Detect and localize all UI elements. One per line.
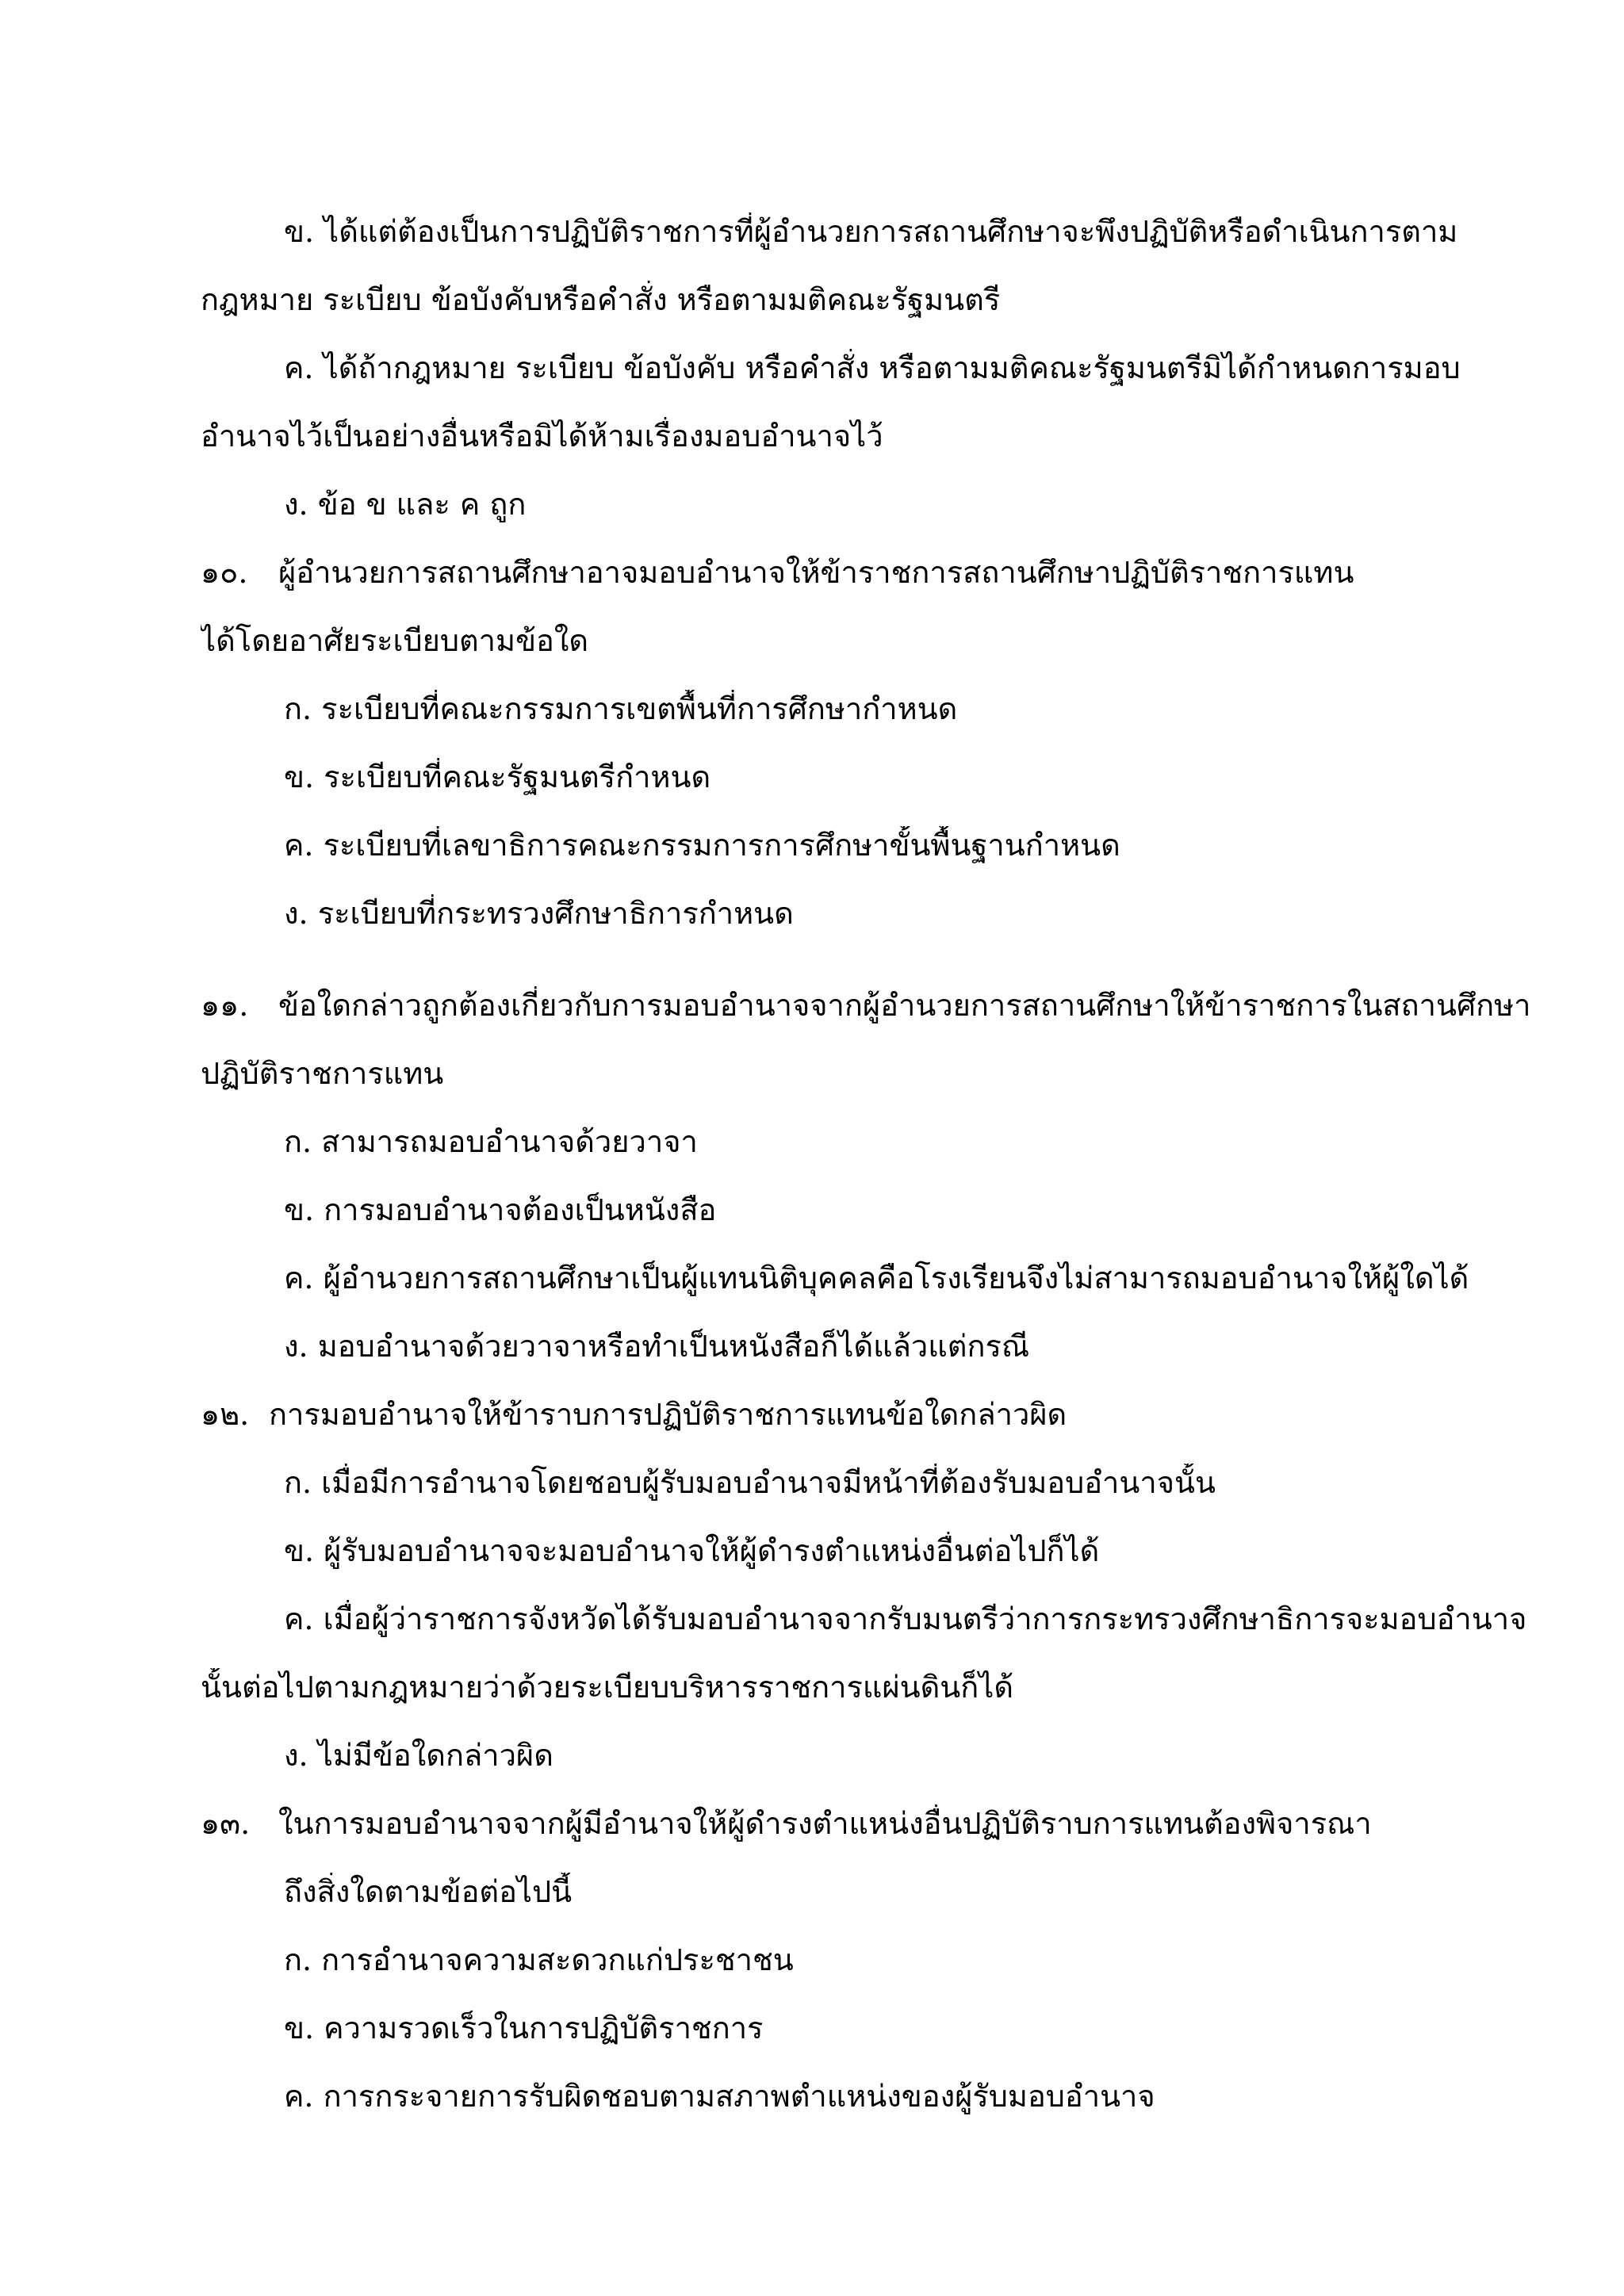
q11-option-b: ข. การมอบอำนาจต้องเป็นหนังสือ (284, 1192, 717, 1227)
q12-question (201, 1395, 1067, 1433)
q13-question-continued: ถึงสิ่งใดตามข้อต่อไปนี้ (284, 1874, 573, 1909)
q9-option-c-continued: อำนาจไว้เป็นอย่างอื่นหรือมิได้ห้ามเรื่องมอบอำนาจไว้ (201, 419, 883, 453)
q11-question (201, 986, 1530, 1024)
q10-option-d: ง. ระเบียบที่กระทรวงศึกษาธิการกำหนด (284, 896, 794, 931)
q11-question-text: ข้อใดกล่าวถูกต้องเกี่ยวกับการมอบอำนาจจากผู้อำนวยการสถานศึกษาให้ข้าราชการในสถานศึกษา (278, 988, 1531, 1023)
q9-option-c: ค. ได้ถ้ากฎหมาย ระเบียบ ข้อบังคับ หรือคำสั่ง หรือตามมติคณะรัฐมนตรีมิได้กำหนดการมอบ (284, 350, 1461, 385)
q13-option-a: ก. การอำนาจความสะดวกแก่ประชาชน (284, 1942, 794, 1977)
q13-option-c: ค. การกระจายการรับผิดชอบตามสภาพตำแหน่งของผู้รับมอบอำนาจ (284, 2079, 1155, 2114)
q10-number: ๑๐. (201, 555, 248, 590)
q13-number: ๑๓. (201, 1806, 251, 1841)
q9-option-b-continued: กฎหมาย ระเบียบ ข้อบังคับหรือคำสั่ง หรือตามมติคณะรัฐมนตรี (201, 282, 1001, 317)
q10-question-text: ผู้อำนวยการสถานศึกษาอาจมอบอำนาจให้ข้าราชการสถานศึกษาปฏิบัติราชการแทน (278, 555, 1354, 590)
q11-option-a: ก. สามารถมอบอำนาจด้วยวาจา (284, 1124, 698, 1159)
q12-option-a: ก. เมื่อมีการอำนาจโดยชอบผู้รับมอบอำนาจมีหน้าที่ต้องรับมอบอำนาจนั้น (284, 1465, 1216, 1500)
q9-option-b: ข. ได้แต่ต้องเป็นการปฏิบัติราชการที่ผู้อำนวยการสถานศึกษาจะพึงปฏิบัติหรือดำเนินการตาม (284, 214, 1458, 249)
q12-option-c: ค. เมื่อผู้ว่าราชการจังหวัดได้รับมอบอำนาจจากรับมนตรีว่าการกระทรวงศึกษาธิการจะมอบอำนาจ (284, 1601, 1527, 1636)
q12-option-c-continued: นั้นต่อไปตามกฎหมายว่าด้วยระเบียบบริหารราชการแผ่นดินก็ได้ (201, 1670, 1014, 1705)
q11-number: ๑๑. (201, 988, 249, 1023)
q12-question-text: การมอบอำนาจให้ข้าราบการปฏิบัติราชการแทนข้อใดกล่าวผิด (269, 1397, 1067, 1432)
q10-option-a: ก. ระเบียบที่คณะกรรมการเขตพื้นที่การศึกษากำหนด (284, 691, 958, 726)
q13-question (201, 1804, 1372, 1843)
q10-question (201, 553, 1354, 591)
q13-question-text: ในการมอบอำนาจจากผู้มีอำนาจให้ผู้ดำรงตำแหน่งอื่นปฏิบัติราบการแทนต้องพิจารณา (278, 1806, 1372, 1841)
q12-option-d: ง. ไม่มีข้อใดกล่าวผิด (284, 1738, 553, 1773)
q12-option-b: ข. ผู้รับมอบอำนาจจะมอบอำนาจให้ผู้ดำรงตำแหน่งอื่นต่อไปก็ได้ (284, 1533, 1100, 1568)
q11-option-d: ง. มอบอำนาจด้วยวาจาหรือทำเป็นหนังสือก็ได้แล้วแต่กรณี (284, 1329, 1030, 1364)
q11-option-c: ค. ผู้อำนวยการสถานศึกษาเป็นผู้แทนนิติบุคคลคือโรงเรียนจึงไม่สามารถมอบอำนาจให้ผู้ใดได้ (284, 1261, 1469, 1295)
q10-option-b: ข. ระเบียบที่คณะรัฐมนตรีกำหนด (284, 760, 711, 794)
q10-question-continued: ได้โดยอาศัยระเบียบตามข้อใด (201, 623, 589, 658)
q12-number: ๑๒. (201, 1397, 250, 1432)
q11-question-continued: ปฏิบัติราชการแทน (201, 1056, 444, 1091)
q9-option-d: ง. ข้อ ข และ ค ถูก (284, 487, 527, 522)
q10-option-c: ค. ระเบียบที่เลขาธิการคณะกรรมการการศึกษาขั้นพื้นฐานกำหนด (284, 828, 1120, 863)
q13-option-b: ข. ความรวดเร็วในการปฏิบัติราชการ (284, 2011, 764, 2045)
